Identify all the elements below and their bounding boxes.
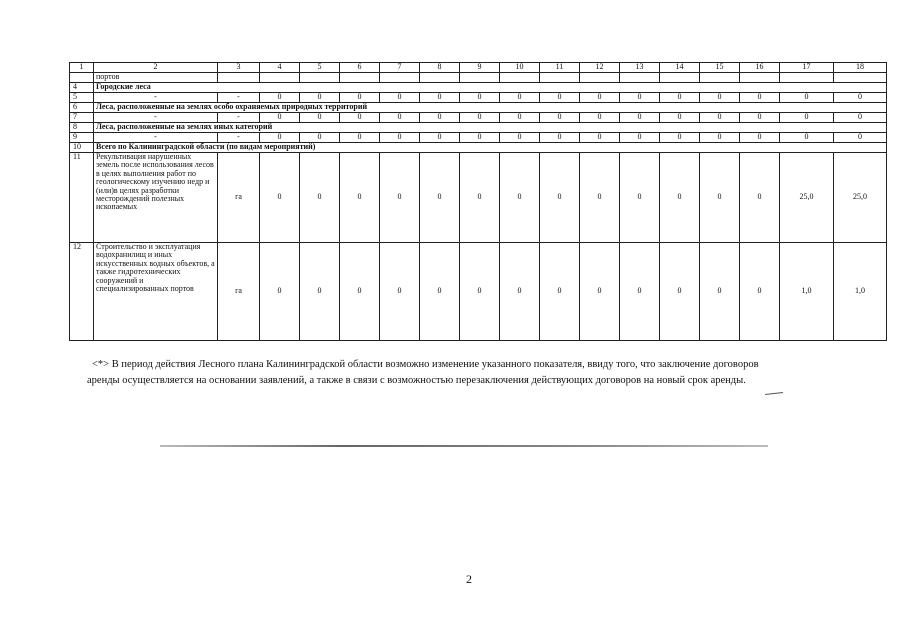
value-cell: 0 [300,243,340,341]
value-cell: 0 [460,133,500,143]
value-cell: 0 [620,133,660,143]
row-name-cell: портов [94,73,218,83]
forest-plan-table [69,62,887,341]
header-cell: 3 [218,63,260,73]
table-row [70,243,887,341]
table-row [70,153,887,243]
value-cell: 0 [300,113,340,123]
value-cell: 0 [380,113,420,123]
value-cell: 0 [500,93,540,103]
section-title: Леса, расположенные на землях иных категорий [94,123,887,133]
value-cell: 0 [340,93,380,103]
empty-cell [740,73,780,83]
value-cell: 0 [540,153,580,243]
header-cell: 4 [260,63,300,73]
table-row [70,113,887,123]
value-cell: 0 [380,243,420,341]
unit-cell: - [218,93,260,103]
empty-cell [700,73,740,83]
row-number-cell: 9 [70,133,94,143]
value-cell: 0 [420,153,460,243]
value-cell: 0 [780,113,834,123]
header-row [70,63,887,73]
footnote-line-1: <*> В период действия Лесного плана Калининградской области возможно изменение указанного показателя, ввиду того, что заключение договоров [92,359,759,370]
value-cell: 0 [260,243,300,341]
empty-cell [660,73,700,83]
table-row [70,73,887,83]
row-number-cell: 8 [70,123,94,133]
value-cell: 0 [340,243,380,341]
section-title: Всего по Калининградской области (по видам мероприятий) [94,143,887,153]
footnote-line-2: аренды осуществляется на основании заявлений, а также в связи с возможностью перезаключения действующих договоров на новый срок аренды. [87,375,746,386]
empty-cell [620,73,660,83]
empty-cell [380,73,420,83]
unit-cell: га [218,243,260,341]
value-cell: 0 [340,113,380,123]
header-cell: 2 [94,63,218,73]
header-cell: 14 [660,63,700,73]
value-cell: 0 [660,243,700,341]
value-cell: 0 [380,93,420,103]
header-cell: 16 [740,63,780,73]
value-cell: 0 [780,93,834,103]
empty-cell [780,73,834,83]
value-cell: 0 [580,243,620,341]
value-cell: 0 [834,133,887,143]
value-cell: 0 [700,93,740,103]
value-cell: 0 [740,133,780,143]
value-cell: 0 [580,93,620,103]
value-cell: 0 [460,113,500,123]
value-cell: 1,0 [780,243,834,341]
header-cell: 7 [380,63,420,73]
value-cell: 0 [540,133,580,143]
value-cell: 0 [500,243,540,341]
section-row [70,143,887,153]
section-title: Городские леса [94,83,887,93]
row-name-cell: Строительство и эксплуатация водохранилищ и иных искусственных водных объектов, а также гидротехнических сооружений и специализированных портов [94,243,218,341]
empty-cell [340,73,380,83]
table-row [70,93,887,103]
empty-cell [580,73,620,83]
row-number-cell: 7 [70,113,94,123]
header-cell: 1 [70,63,94,73]
header-cell: 15 [700,63,740,73]
row-name-cell: Рекультивация нарушенных земель после использования лесов в целях выполнения работ по геологическому изучению недр и (или)в целях разработки месторождений полезных ископаемых [94,153,218,243]
empty-cell [420,73,460,83]
empty-cell [300,73,340,83]
value-cell: 0 [460,153,500,243]
value-cell: 0 [340,133,380,143]
value-cell: 0 [700,113,740,123]
row-name-cell: - [94,93,218,103]
value-cell: 0 [460,93,500,103]
value-cell: 0 [660,153,700,243]
value-cell: 0 [420,243,460,341]
value-cell: 0 [740,153,780,243]
footnote [87,357,892,389]
value-cell: 0 [340,153,380,243]
horizontal-rule [160,445,768,447]
value-cell: 0 [620,93,660,103]
row-number-cell: 6 [70,103,94,113]
value-cell: 0 [740,93,780,103]
section-row [70,123,887,133]
row-number-cell: 10 [70,143,94,153]
value-cell: 0 [300,133,340,143]
value-cell: 0 [580,133,620,143]
value-cell: 25,0 [780,153,834,243]
page-number: 2 [466,572,472,586]
header-cell: 17 [780,63,834,73]
row-name-cell: - [94,113,218,123]
value-cell: 0 [700,243,740,341]
header-cell: 5 [300,63,340,73]
value-cell: 0 [380,133,420,143]
value-cell: 0 [780,133,834,143]
empty-cell [460,73,500,83]
value-cell: 0 [420,113,460,123]
header-cell: 9 [460,63,500,73]
row-number-cell: 11 [70,153,94,243]
header-cell: 13 [620,63,660,73]
value-cell: 25,0 [834,153,887,243]
value-cell: 0 [580,113,620,123]
empty-cell [500,73,540,83]
empty-cell [218,73,260,83]
value-cell: 0 [300,153,340,243]
value-cell: 0 [540,113,580,123]
value-cell: 0 [700,133,740,143]
value-cell: 0 [260,93,300,103]
row-number-cell: 4 [70,83,94,93]
header-cell: 18 [834,63,887,73]
header-cell: 11 [540,63,580,73]
value-cell: 1,0 [834,243,887,341]
row-number-cell: 12 [70,243,94,341]
value-cell: 0 [620,113,660,123]
value-cell: 0 [740,243,780,341]
section-title: Леса, расположенные на землях особо охраняемых природных территорий [94,103,887,113]
value-cell: 0 [300,93,340,103]
value-cell: 0 [740,113,780,123]
value-cell: 0 [500,133,540,143]
unit-cell: - [218,133,260,143]
value-cell: 0 [620,153,660,243]
table-row [70,133,887,143]
value-cell: 0 [834,113,887,123]
value-cell: 0 [620,243,660,341]
value-cell: 0 [660,113,700,123]
row-name-cell: - [94,133,218,143]
scan-mark [765,392,783,395]
value-cell: 0 [460,243,500,341]
value-cell: 0 [660,133,700,143]
value-cell: 0 [540,243,580,341]
empty-cell [540,73,580,83]
value-cell: 0 [500,153,540,243]
header-cell: 6 [340,63,380,73]
unit-cell: - [218,113,260,123]
value-cell: 0 [260,153,300,243]
value-cell: 0 [834,93,887,103]
header-cell: 12 [580,63,620,73]
value-cell: 0 [420,133,460,143]
value-cell: 0 [260,133,300,143]
value-cell: 0 [420,93,460,103]
value-cell: 0 [260,113,300,123]
value-cell: 0 [540,93,580,103]
unit-cell: га [218,153,260,243]
header-cell: 10 [500,63,540,73]
row-number-cell: 5 [70,93,94,103]
value-cell: 0 [500,113,540,123]
value-cell: 0 [380,153,420,243]
header-cell: 8 [420,63,460,73]
value-cell: 0 [700,153,740,243]
section-row [70,103,887,113]
value-cell: 0 [660,93,700,103]
section-row [70,83,887,93]
empty-cell [834,73,887,83]
empty-cell [260,73,300,83]
row-number-cell [70,73,94,83]
value-cell: 0 [580,153,620,243]
